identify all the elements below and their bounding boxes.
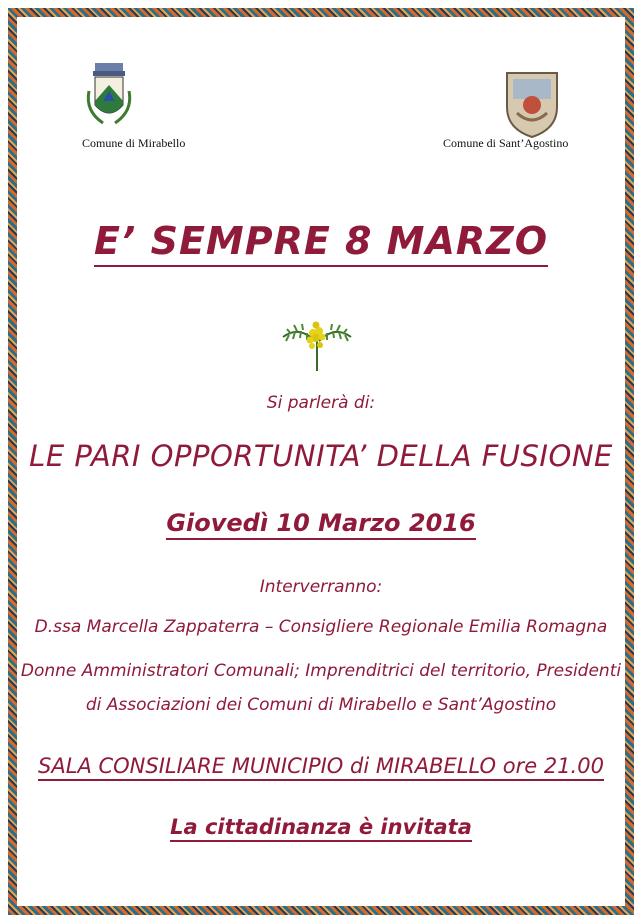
event-venue: [19, 754, 623, 778]
right-caption: Comune di Sant’Agostino: [443, 136, 569, 150]
poster-title-text: E’ SEMPRE 8 MARZO: [94, 219, 548, 267]
left-caption: Comune di Mirabello: [82, 136, 186, 150]
invitation-note-text: La cittadinanza è invitata: [170, 815, 472, 842]
speakers-heading: Interverranno:: [259, 577, 383, 597]
sant-agostino-coat-of-arms-icon: [503, 67, 561, 139]
poster-title: [19, 219, 623, 263]
poster: [19, 19, 623, 904]
speaker-line-1: D.ssa Marcella Zappaterra – Consigliere Regionale Emilia Romagna: [34, 617, 608, 637]
invitation-note: [19, 815, 623, 839]
speaker-line-3: di Associazioni dei Comuni di Mirabello e Sant’Agostino: [85, 695, 557, 715]
event-venue-text: SALA CONSILIARE MUNICIPIO di MIRABELLO ore 21.00: [38, 754, 604, 781]
mimosa-flower-icon: [281, 301, 353, 373]
speaker-line-2: Donne Amministratori Comunali; Imprenditrici del territorio, Presidenti: [20, 661, 622, 681]
event-date-text: Giovedì 10 Marzo 2016: [166, 509, 475, 540]
mirabello-coat-of-arms-icon: [81, 61, 137, 137]
topic-heading: LE PARI OPPORTUNITA’ DELLA FUSIONE: [29, 439, 613, 473]
subtitle: Si parlerà di:: [266, 393, 376, 413]
event-date: [19, 509, 623, 537]
